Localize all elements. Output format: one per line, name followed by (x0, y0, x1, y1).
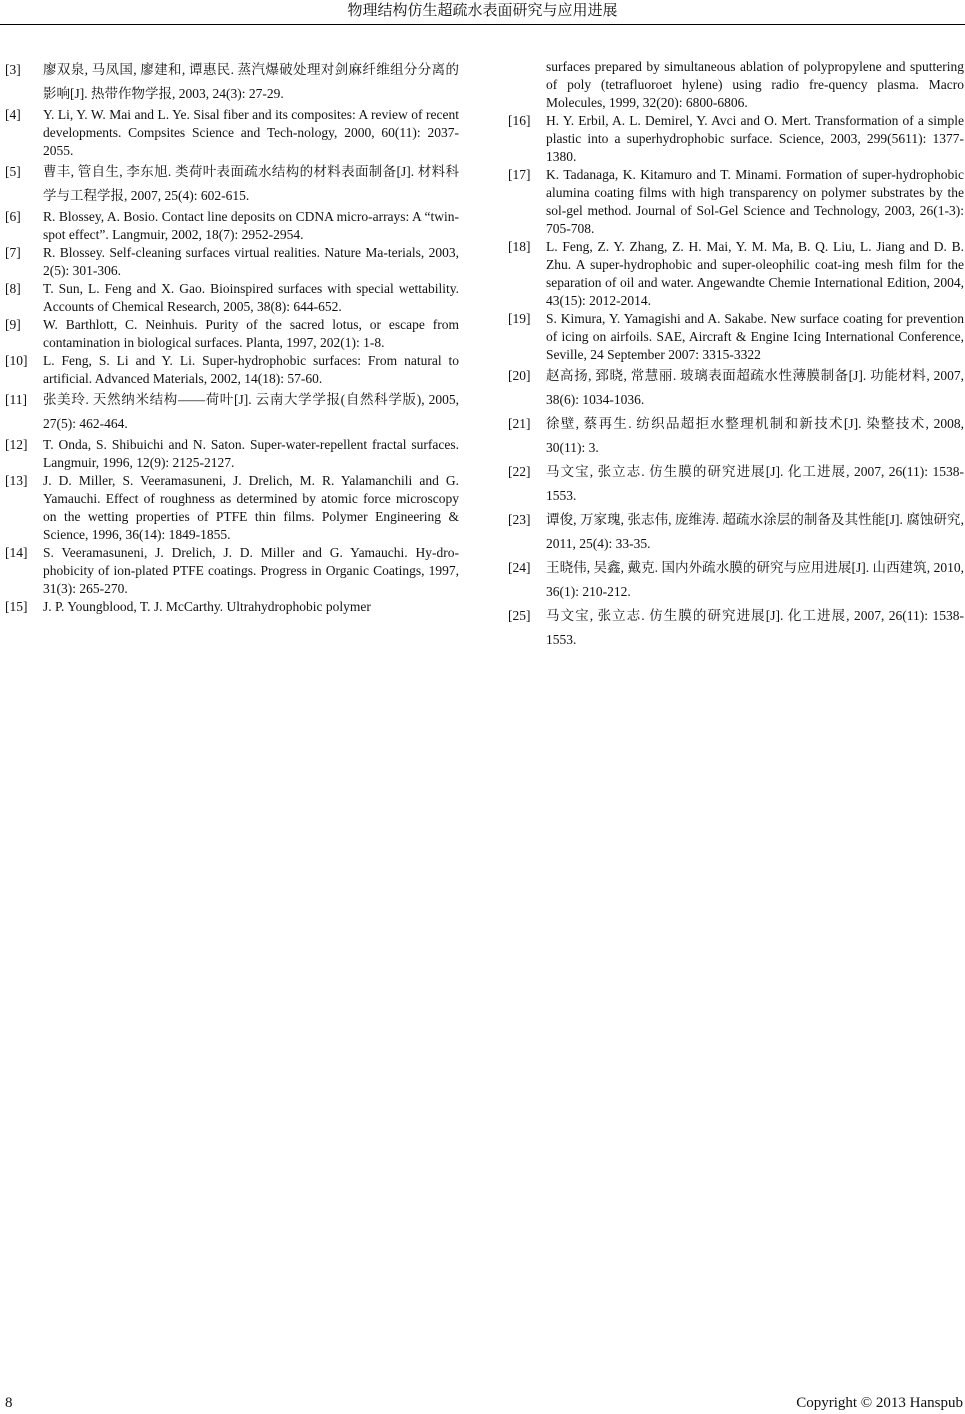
reference-column-left (5, 58, 459, 616)
reference-item (5, 208, 459, 244)
reference-number: [11] (5, 392, 27, 407)
reference-number: [25] (508, 608, 531, 623)
reference-number: [3] (5, 62, 21, 77)
reference-item (508, 508, 964, 556)
reference-number: [13] (5, 473, 28, 488)
reference-continuation (508, 58, 964, 112)
reference-item (508, 460, 964, 508)
reference-number: [5] (5, 164, 21, 179)
reference-number: [12] (5, 437, 28, 452)
header-rule (0, 24, 965, 25)
reference-text: 谭俊, 万家瑰, 张志伟, 庞维涛. 超疏水涂层的制备及其性能[J]. 腐蚀研究, 2011, 25(4): 33-35. (546, 512, 964, 551)
reference-text: S. Veeramasuneni, J. Drelich, J. D. Miller and G. Yamauchi. Hy-dro-phobicity of ion-plated PTFE coatings. Progress in Organic Coatings, 1997, 31(3): 265-270. (43, 545, 459, 596)
reference-item (5, 58, 459, 106)
reference-number: [15] (5, 599, 28, 614)
reference-number: [16] (508, 113, 531, 128)
reference-number: [18] (508, 239, 531, 254)
reference-item (5, 472, 459, 544)
reference-text: 赵高扬, 郅晓, 常慧丽. 玻璃表面超疏水性薄膜制备[J]. 功能材料, 2007, 38(6): 1034-1036. (546, 368, 964, 407)
reference-text: T. Sun, L. Feng and X. Gao. Bioinspired surfaces with special wettability. Accounts of Chemical Research, 2005, 38(8): 644-652. (43, 281, 459, 314)
reference-item (5, 544, 459, 598)
reference-text: surfaces prepared by simultaneous ablation of polypropylene and sputtering of poly (tetrafluoroet hylene) using radio fre-quency plasma. Macro Molecules, 1999, 32(20): 6800-6806. (546, 59, 964, 110)
reference-text: J. P. Youngblood, T. J. McCarthy. Ultrahydrophobic polymer (43, 599, 371, 614)
reference-item (5, 388, 459, 436)
reference-number: [17] (508, 167, 531, 182)
reference-item (5, 106, 459, 160)
reference-text: L. Feng, S. Li and Y. Li. Super-hydrophobic surfaces: From natural to artificial. Advanced Materials, 2002, 14(18): 57-60. (43, 353, 459, 386)
reference-number: [6] (5, 209, 21, 224)
page-number: 8 (5, 1395, 13, 1411)
reference-item (508, 310, 964, 364)
reference-item (508, 364, 964, 412)
reference-text: 张美玲. 天然纳米结构——荷叶[J]. 云南大学学报(自然科学版), 2005, 27(5): 462-464. (43, 392, 459, 431)
reference-item (508, 412, 964, 460)
reference-number: [14] (5, 545, 28, 560)
reference-text: R. Blossey, A. Bosio. Contact line deposits on CDNA micro-arrays: A “twin-spot effect”. Langmuir, 2002, 18(7): 2952-2954. (43, 209, 459, 242)
reference-text: S. Kimura, Y. Yamagishi and A. Sakabe. New surface coating for prevention of icing on airfoils. SAE, Aircraft & Engine Icing International Conference, Seville, 24 September 2007: 3315-3322 (546, 311, 964, 362)
reference-number: [23] (508, 512, 531, 527)
reference-number: [9] (5, 317, 21, 332)
reference-item (5, 316, 459, 352)
reference-text: W. Barthlott, C. Neinhuis. Purity of the sacred lotus, or escape from contamination in biological surfaces. Planta, 1997, 202(1): 1-8. (43, 317, 459, 350)
reference-item (508, 556, 964, 604)
reference-item (508, 112, 964, 166)
reference-item (5, 244, 459, 280)
reference-text: K. Tadanaga, K. Kitamuro and T. Minami. Formation of super-hydrophobic alumina coating films with high transparency on polymer substrates by the sol-gel method. Journal of Sol-Gel Science and Technology, 2003, 26(1-3): 705-708. (546, 167, 964, 236)
reference-text: 徐壁, 蔡再生. 纺织品超拒水整理机制和新技术[J]. 染整技术, 2008, 30(11): 3. (546, 416, 964, 455)
reference-number: [24] (508, 560, 531, 575)
reference-number: [21] (508, 416, 531, 431)
reference-text: H. Y. Erbil, A. L. Demirel, Y. Avci and O. Mert. Transformation of a simple plastic into a superhydrophobic surface. Science, 2003, 299(5611): 1377-1380. (546, 113, 964, 164)
reference-text: Y. Li, Y. W. Mai and L. Ye. Sisal fiber and its composites: A review of recent developments. Compsites Science and Tech-nology, 2000, 60(11): 2037-2055. (43, 107, 459, 158)
reference-text: T. Onda, S. Shibuichi and N. Saton. Super-water-repellent fractal surfaces. Langmuir, 1996, 12(9): 2125-2127. (43, 437, 459, 470)
reference-item (508, 238, 964, 310)
reference-number: [10] (5, 353, 28, 368)
reference-item (508, 604, 964, 652)
reference-number: [22] (508, 464, 531, 479)
reference-item (5, 160, 459, 208)
reference-number: [19] (508, 311, 531, 326)
reference-text: 廖双泉, 马凤国, 廖建和, 谭惠民. 蒸汽爆破处理对剑麻纤维组分分离的影响[J]. 热带作物学报, 2003, 24(3): 27-29. (43, 62, 459, 101)
reference-number: [20] (508, 368, 531, 383)
reference-text: L. Feng, Z. Y. Zhang, Z. H. Mai, Y. M. Ma, B. Q. Liu, L. Jiang and D. B. Zhu. A super-hydrophobic and super-oleophilic coat-ing mesh film for the separation of oil and water. Angewandte Chemie International Edition, 2004, 43(15): 2012-2014. (546, 239, 964, 308)
reference-item (5, 280, 459, 316)
running-header: 物理结构仿生超疏水表面研究与应用进展 (347, 3, 618, 19)
reference-text: 马文宝, 张立志. 仿生膜的研究进展[J]. 化工进展, 2007, 26(11): 1538-1553. (546, 608, 964, 647)
reference-number: [8] (5, 281, 21, 296)
reference-number: [4] (5, 107, 21, 122)
reference-text: 曹丰, 管自生, 李东旭. 类荷叶表面疏水结构的材料表面制备[J]. 材料科学与工程学报, 2007, 25(4): 602-615. (43, 164, 459, 203)
reference-item (5, 352, 459, 388)
reference-item (5, 436, 459, 472)
reference-text: 王晓伟, 吴鑫, 戴克. 国内外疏水膜的研究与应用进展[J]. 山西建筑, 2010, 36(1): 210-212. (546, 560, 964, 599)
reference-text: R. Blossey. Self-cleaning surfaces virtual realities. Nature Ma-terials, 2003, 2(5): 301-306. (43, 245, 459, 278)
copyright-notice: Copyright © 2013 Hanspub (796, 1395, 963, 1411)
reference-column-right (508, 58, 964, 652)
reference-text: 马文宝, 张立志. 仿生膜的研究进展[J]. 化工进展, 2007, 26(11): 1538-1553. (546, 464, 964, 503)
reference-item (508, 166, 964, 238)
reference-text: J. D. Miller, S. Veeramasuneni, J. Drelich, M. R. Yalamanchili and G. Yamauchi. Effect of roughness as determined by atomic force microscopy on the wetting properties of PTFE thin films. Polymer Engineering & Science, 1996, 36(14): 1849-1855. (43, 473, 459, 542)
reference-number: [7] (5, 245, 21, 260)
reference-item (5, 598, 459, 616)
